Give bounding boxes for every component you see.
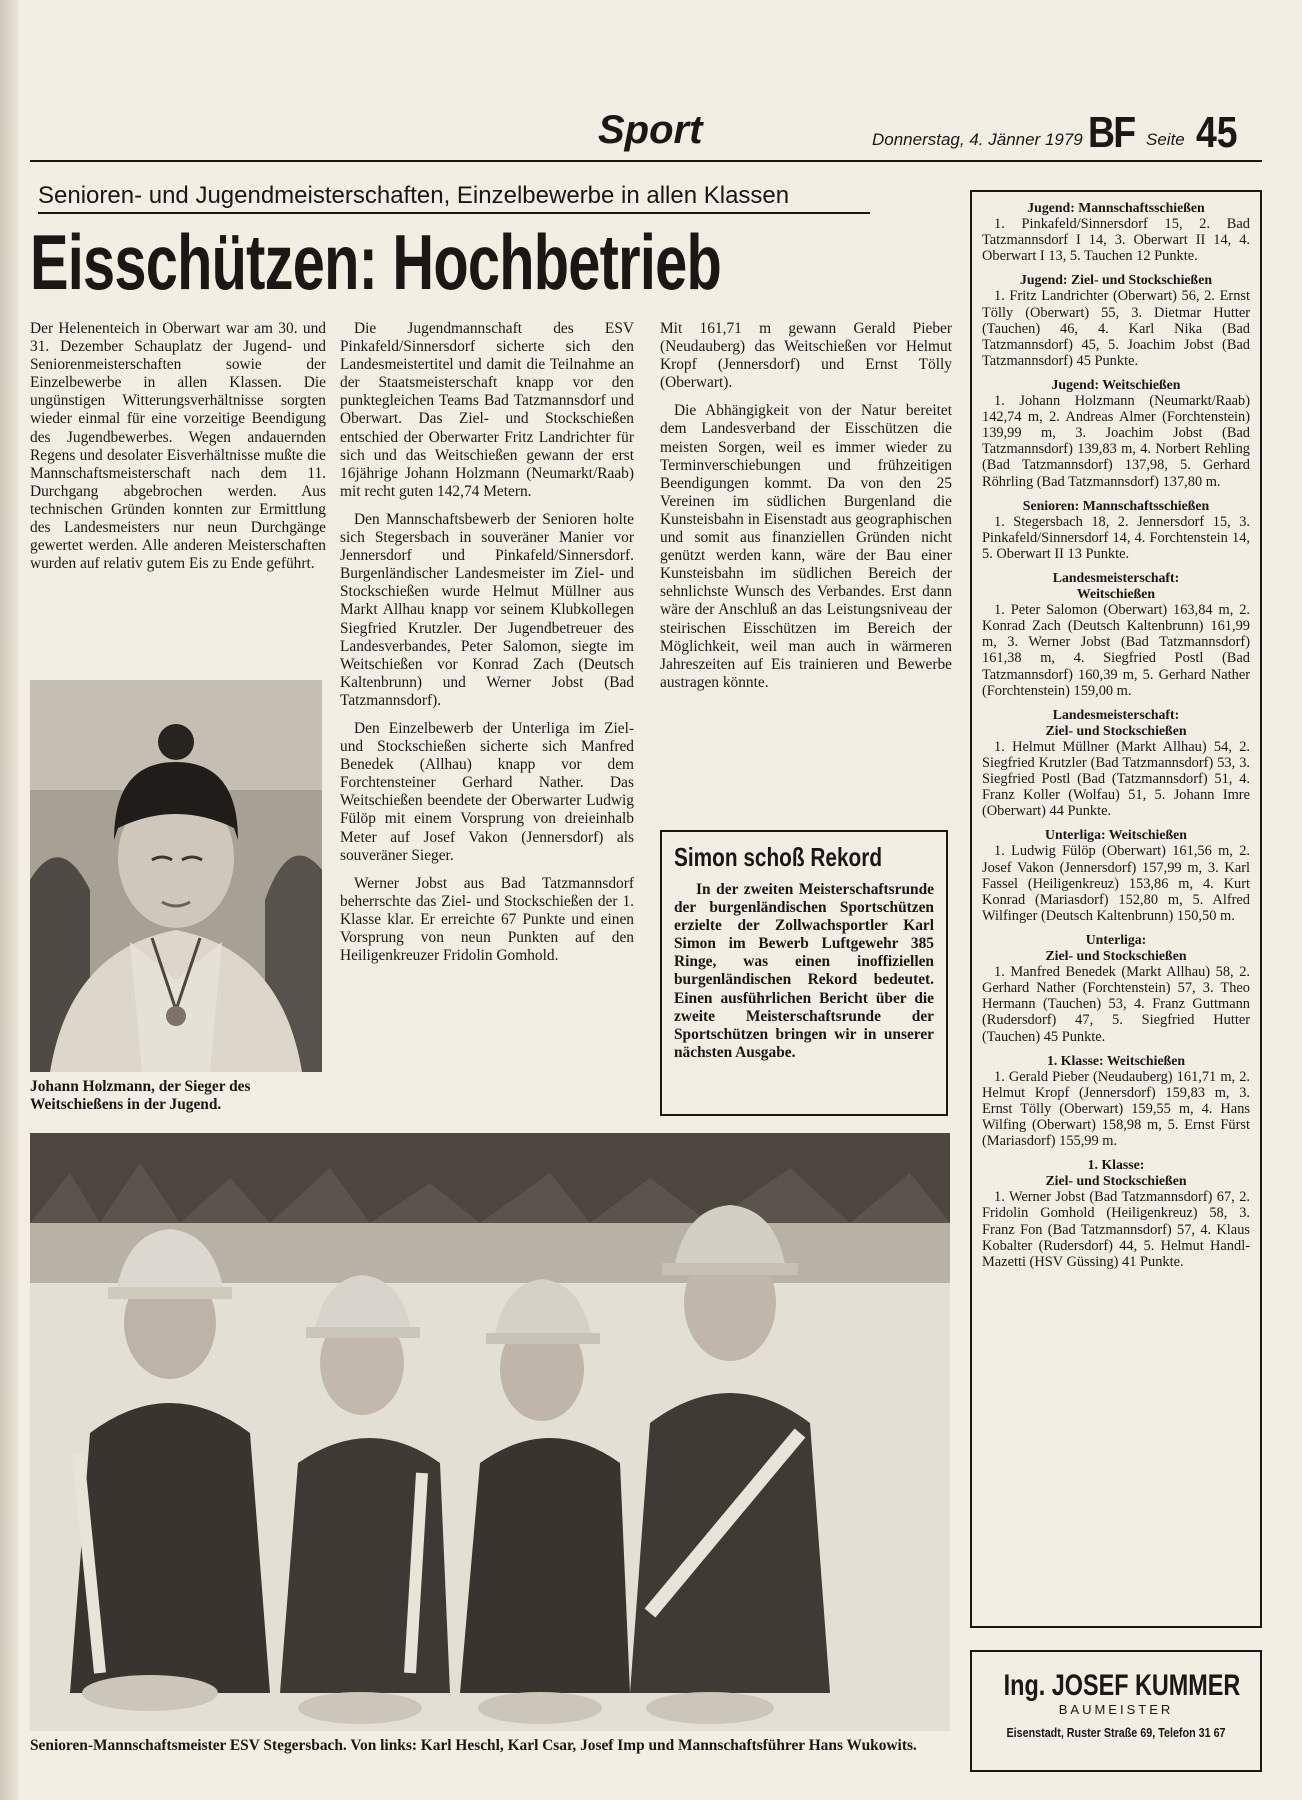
result-group — [982, 272, 1250, 369]
result-text: 1. Gerald Pieber (Neudauberg) 161,71 m, 2. Helmut Kropf (Jennersdorf) 159,83 m, 3. Ernst Tölly (Oberwart) 159,55 m, 4. Hans Wilfing (Oberwart) 158,98 m, 5. Ernst Fürst (Mariasdorf) 155,99 m. — [982, 1068, 1250, 1150]
result-heading: 1. Klasse: Weitschießen — [1046, 1052, 1186, 1068]
page-label: Seite — [1146, 130, 1185, 149]
paragraph: Die Jugendmannschaft des ESV Pinkafeld/Sinnersdorf sicherte sich den Landesmeistertitel und damit die Teilnahme an der Staatsmeisterschaft knapp vor den punktegleichen Teams Bad Tatzmannsdorf und Oberwart. Das Ziel- und Stockschießen entschied der Oberwarter Fritz Landrichter für sich und das Weitschießen gewann der erst 16jährige Johann Holzmann (Neumarkt/Raab) mit recht guten 142,74 Metern. — [340, 320, 634, 500]
article-column-3 — [660, 320, 952, 820]
page-header — [30, 98, 1262, 160]
section-title: Sport — [598, 108, 703, 152]
paragraph: Den Mannschaftsbewerb der Senioren holte sich Stegersbach in souveräner Manier vor Jennersdorf und Pinkafeld/Sinnersdorf. Burgenländischer Landesmeister im Ziel- und Stockschießen wurde Helmut Müllner aus Markt Allhau knapp vor seinem Klubkollegen Siegfried Krutzler. Der Jugendbetreuer des Landesverbandes, Peter Salomon, siegte im Weitschießen vor Konrad Zach (Deutsch Kaltenbrunn) und Werner Jobst (Bad Tatzmannsdorf). — [340, 510, 634, 709]
article-headline: Eisschützen: Hochbetrieb — [30, 218, 722, 306]
ad-company-name: Ing. JOSEF KUMMER — [1003, 1669, 1241, 1702]
result-text: 1. Pinkafeld/Sinnersdorf 15, 2. Bad Tatzmannsdorf I 14, 3. Oberwart II 14, 4. Oberwart I 13, 5. Tauchen 12 Punkte. — [982, 216, 1250, 265]
result-heading: Senioren: Mannschaftsschießen — [1022, 497, 1210, 513]
header-rule — [30, 160, 1262, 162]
ad-address: Eisenstadt, Ruster Straße 69, Telefon 31 67 — [1006, 1726, 1226, 1740]
result-group — [982, 200, 1250, 264]
result-heading-sub: Ziel- und Stockschießen — [1045, 1173, 1187, 1189]
result-text: 1. Peter Salomon (Oberwart) 163,84 m, 2. Konrad Zach (Deutsch Kaltenbrunn) 161,99 m, 3. Werner Jobst (Bad Tatzmannsdorf) 161,38 m, 4. Siegfried Postl (Bad Tatzmannsdorf) 160,39 m, 5. Gerhard Nather (Forchtenstein) 159,00 m. — [982, 602, 1250, 699]
result-text: 1. Werner Jobst (Bad Tatzmannsdorf) 67, 2. Fridolin Gomhold (Heiligenkreuz) 58, 3. Franz Fon (Bad Tatzmannsdorf) 57, 4. Klaus Kobalter (Rudersdorf) 44, 5. Helmut Handl-Mazetti (HSV Güssing) 41 Punkte. — [982, 1189, 1250, 1270]
result-group — [982, 498, 1250, 562]
paragraph: Der Helenenteich in Oberwart war am 30. und 31. Dezember Schauplatz der Jugend- und Seniorenmeisterschaften sowie der Einzelbewerbe in allen Klassen. Die ungünstigen Witterungsverhältnisse sorgten wieder einmal für eine vorzeitige Beendigung des Jugendbewerbes. Wegen andauernden Regens und desolater Eisverhältnisse mußte die Mannschaftsmeisterschaft nach dem 11. Durchgang abgebrochen werden. Aus technischen Gründen konnten zur Ermittlung des Landesmeisters nur neun Durchgänge gewertet werden. Alle anderen Meisterschaften wurden auf relativ gutem Eis zu Ende geführt. — [30, 320, 326, 573]
result-text: 1. Johann Holzmann (Neumarkt/Raab) 142,74 m, 2. Andreas Almer (Forchtenstein) 139,99 m, 3. Joachim Jobst (Bad Tatzmannsdorf) 139,83 m, 4. Norbert Rehling (Bad Tatzmannsdorf) 137,98, 5. Gerhard Röhrling (Bad Tatzmannsdorf) 137,80 m. — [982, 393, 1250, 490]
result-heading: Jugend: Weitschießen — [1051, 376, 1181, 392]
team-photo-illustration — [30, 1133, 950, 1731]
result-text: 1. Helmut Müllner (Markt Allhau) 54, 2. Siegfried Krutzler (Bad Tatzmannsdorf) 53, 3. Siegfried Postl (Bad (Tatzmannsdorf) 51, 4. Franz Koller (Wolfau) 51, 5. Johann Imre (Oberwart) 44 Punkte. — [982, 738, 1250, 820]
paragraph: Den Einzelbewerb der Unterliga im Ziel- und Stockschießen sicherte sich Manfred Benedek (Allhau) knapp vor dem Forchtensteiner Gerhard Nather. Das Weitschießen beendete der Oberwarter Ludwig Fülöp mit einem Vorsprung von dreieinhalb Meter auf Josef Vakon (Jennersdorf) als souveräner Sieger. — [340, 719, 634, 864]
result-heading: Unterliga: Weitschießen — [1045, 827, 1187, 843]
result-heading: 1. Klasse: — [1087, 1157, 1145, 1173]
box-text: In der zweiten Meisterschaftsrunde der burgenländischen Sportschützen erzielte der Zollwachsportler Karl Simon im Bewerb Luftgewehr 385 Ringe, was einen inoffiziellen burgenländischen Rekord bedeutet. Einen ausführlichen Bericht über die zweite Meisterschaftsrunde der Sportschützen bringen wir in unserer nächsten Ausgabe. — [674, 881, 934, 1061]
box-title: Simon schoß Rekord — [674, 842, 883, 872]
newspaper-logo: BF — [1088, 108, 1135, 157]
result-heading: Jugend: Ziel- und Stockschießen — [1019, 272, 1213, 288]
paragraph: Mit 161,71 m gewann Gerald Pieber (Neudauberg) das Weitschießen vor Helmut Kropf (Jennersdorf) und Ernst Tölly (Oberwart). — [660, 320, 952, 392]
issue-date: Donnerstag, 4. Jänner 1979 — [872, 130, 1083, 149]
result-heading: Landesmeisterschaft: — [1052, 569, 1180, 585]
result-text: 1. Ludwig Fülöp (Oberwart) 161,56 m, 2. Josef Vakon (Jennersdorf) 157,99 m, 3. Karl Fassel (Heiligenkreuz) 153,86 m, 4. Kurt Konrad (Mariasdorf) 152,80 m, 5. Alfred Wilfinger (Deutsch Kaltenbrunn) 150,50 m. — [982, 843, 1250, 924]
article-kicker: Senioren- und Jugendmeisterschaften, Einzelbewerbe in allen Klassen — [38, 182, 790, 209]
photo-team-stegersbach — [30, 1133, 950, 1731]
results-box — [970, 190, 1262, 1628]
result-group — [982, 1053, 1250, 1150]
article-column-2 — [340, 320, 634, 1126]
result-heading: Landesmeisterschaft: — [1052, 706, 1180, 722]
portrait-illustration — [30, 680, 322, 1072]
page-edge — [0, 0, 18, 1800]
result-heading: Jugend: Mannschaftsschießen — [1027, 200, 1205, 215]
photo-johann-holzmann — [30, 680, 322, 1072]
result-group — [982, 377, 1250, 490]
ad-role: BAUMEISTER — [1058, 1702, 1174, 1717]
result-text: 1. Manfred Benedek (Markt Allhau) 58, 2. Gerhard Nather (Forchtenstein) 57, 3. Theo Hermann (Tauchen) 53, 4. Franz Guttmann (Rudersdorf) 47, 5. Siegfried Hutter (Tauchen) 45 Punkte. — [982, 964, 1250, 1045]
result-group — [982, 707, 1250, 820]
paragraph: Die Abhängigkeit von der Natur bereitet dem Landesverband der Eisschützen die meisten Sorgen, weil es immer wieder zu Terminverschiebungen und frühzeitigen Beendigungen kommt. Da von den 25 Vereinen im südlichen Burgenland die Kunsteisbahn in Eisenstadt aus geographischen und somit aus finanziellen Gründen nicht genützt werden kann, wäre der Bau einer Kunsteisbahn im südlichen Bereich der sehnlichste Wunsch des Verbandes. Erst dann wäre der Anschluß an das Leistungsniveau der steirischen Eisschützen im Bereich der Möglichkeit, weil man auch in wärmeren Jahreszeiten auf Eis trainieren und Bewerbe austragen könnte. — [660, 402, 952, 691]
news-box-rekord — [660, 830, 948, 1116]
photo-caption-holzmann: Johann Holzmann, der Sieger des Weitschießens in der Jugend. — [30, 1078, 251, 1114]
result-group — [982, 827, 1250, 924]
result-text: 1. Fritz Landrichter (Oberwart) 56, 2. Ernst Tölly (Oberwart) 55, 3. Dietmar Hutter (Tauchen) 46, 4. Karl Nika (Bad Tatzmannsdorf) 45, 5. Joachim Jobst (Bad Tatzmannsdorf) 45 Punkte. — [982, 288, 1250, 369]
result-group — [982, 1157, 1250, 1270]
result-group — [982, 570, 1250, 699]
result-heading: Unterliga: — [1085, 931, 1147, 947]
result-heading-sub: Ziel- und Stockschießen — [1045, 948, 1187, 964]
advertisement-kummer — [970, 1650, 1262, 1772]
result-group — [982, 932, 1250, 1045]
result-heading-sub: Weitschießen — [1076, 586, 1156, 602]
result-text: 1. Stegersbach 18, 2. Jennersdorf 15, 3. Pinkafeld/Sinnersdorf 14, 4. Forchtenstein 14, 5. Oberwart II 13 Punkte. — [982, 513, 1250, 562]
article-column-1 — [30, 320, 326, 675]
result-heading-sub: Ziel- und Stockschießen — [1045, 722, 1187, 738]
page-number: 45 — [1196, 108, 1238, 157]
photo-caption-team: Senioren-Mannschaftsmeister ESV Stegersbach. Von links: Karl Heschl, Karl Csar, Josef Imp und Mannschaftsführer Hans Wukowits. — [30, 1737, 917, 1754]
paragraph: Werner Jobst aus Bad Tatzmannsdorf beherrschte das Ziel- und Stockschießen der 1. Klasse klar. Er erreichte 67 Punkte und einen Vorsprung von neun Punkten auf den Heiligenkreuzer Fridolin Gomhold. — [340, 874, 634, 965]
